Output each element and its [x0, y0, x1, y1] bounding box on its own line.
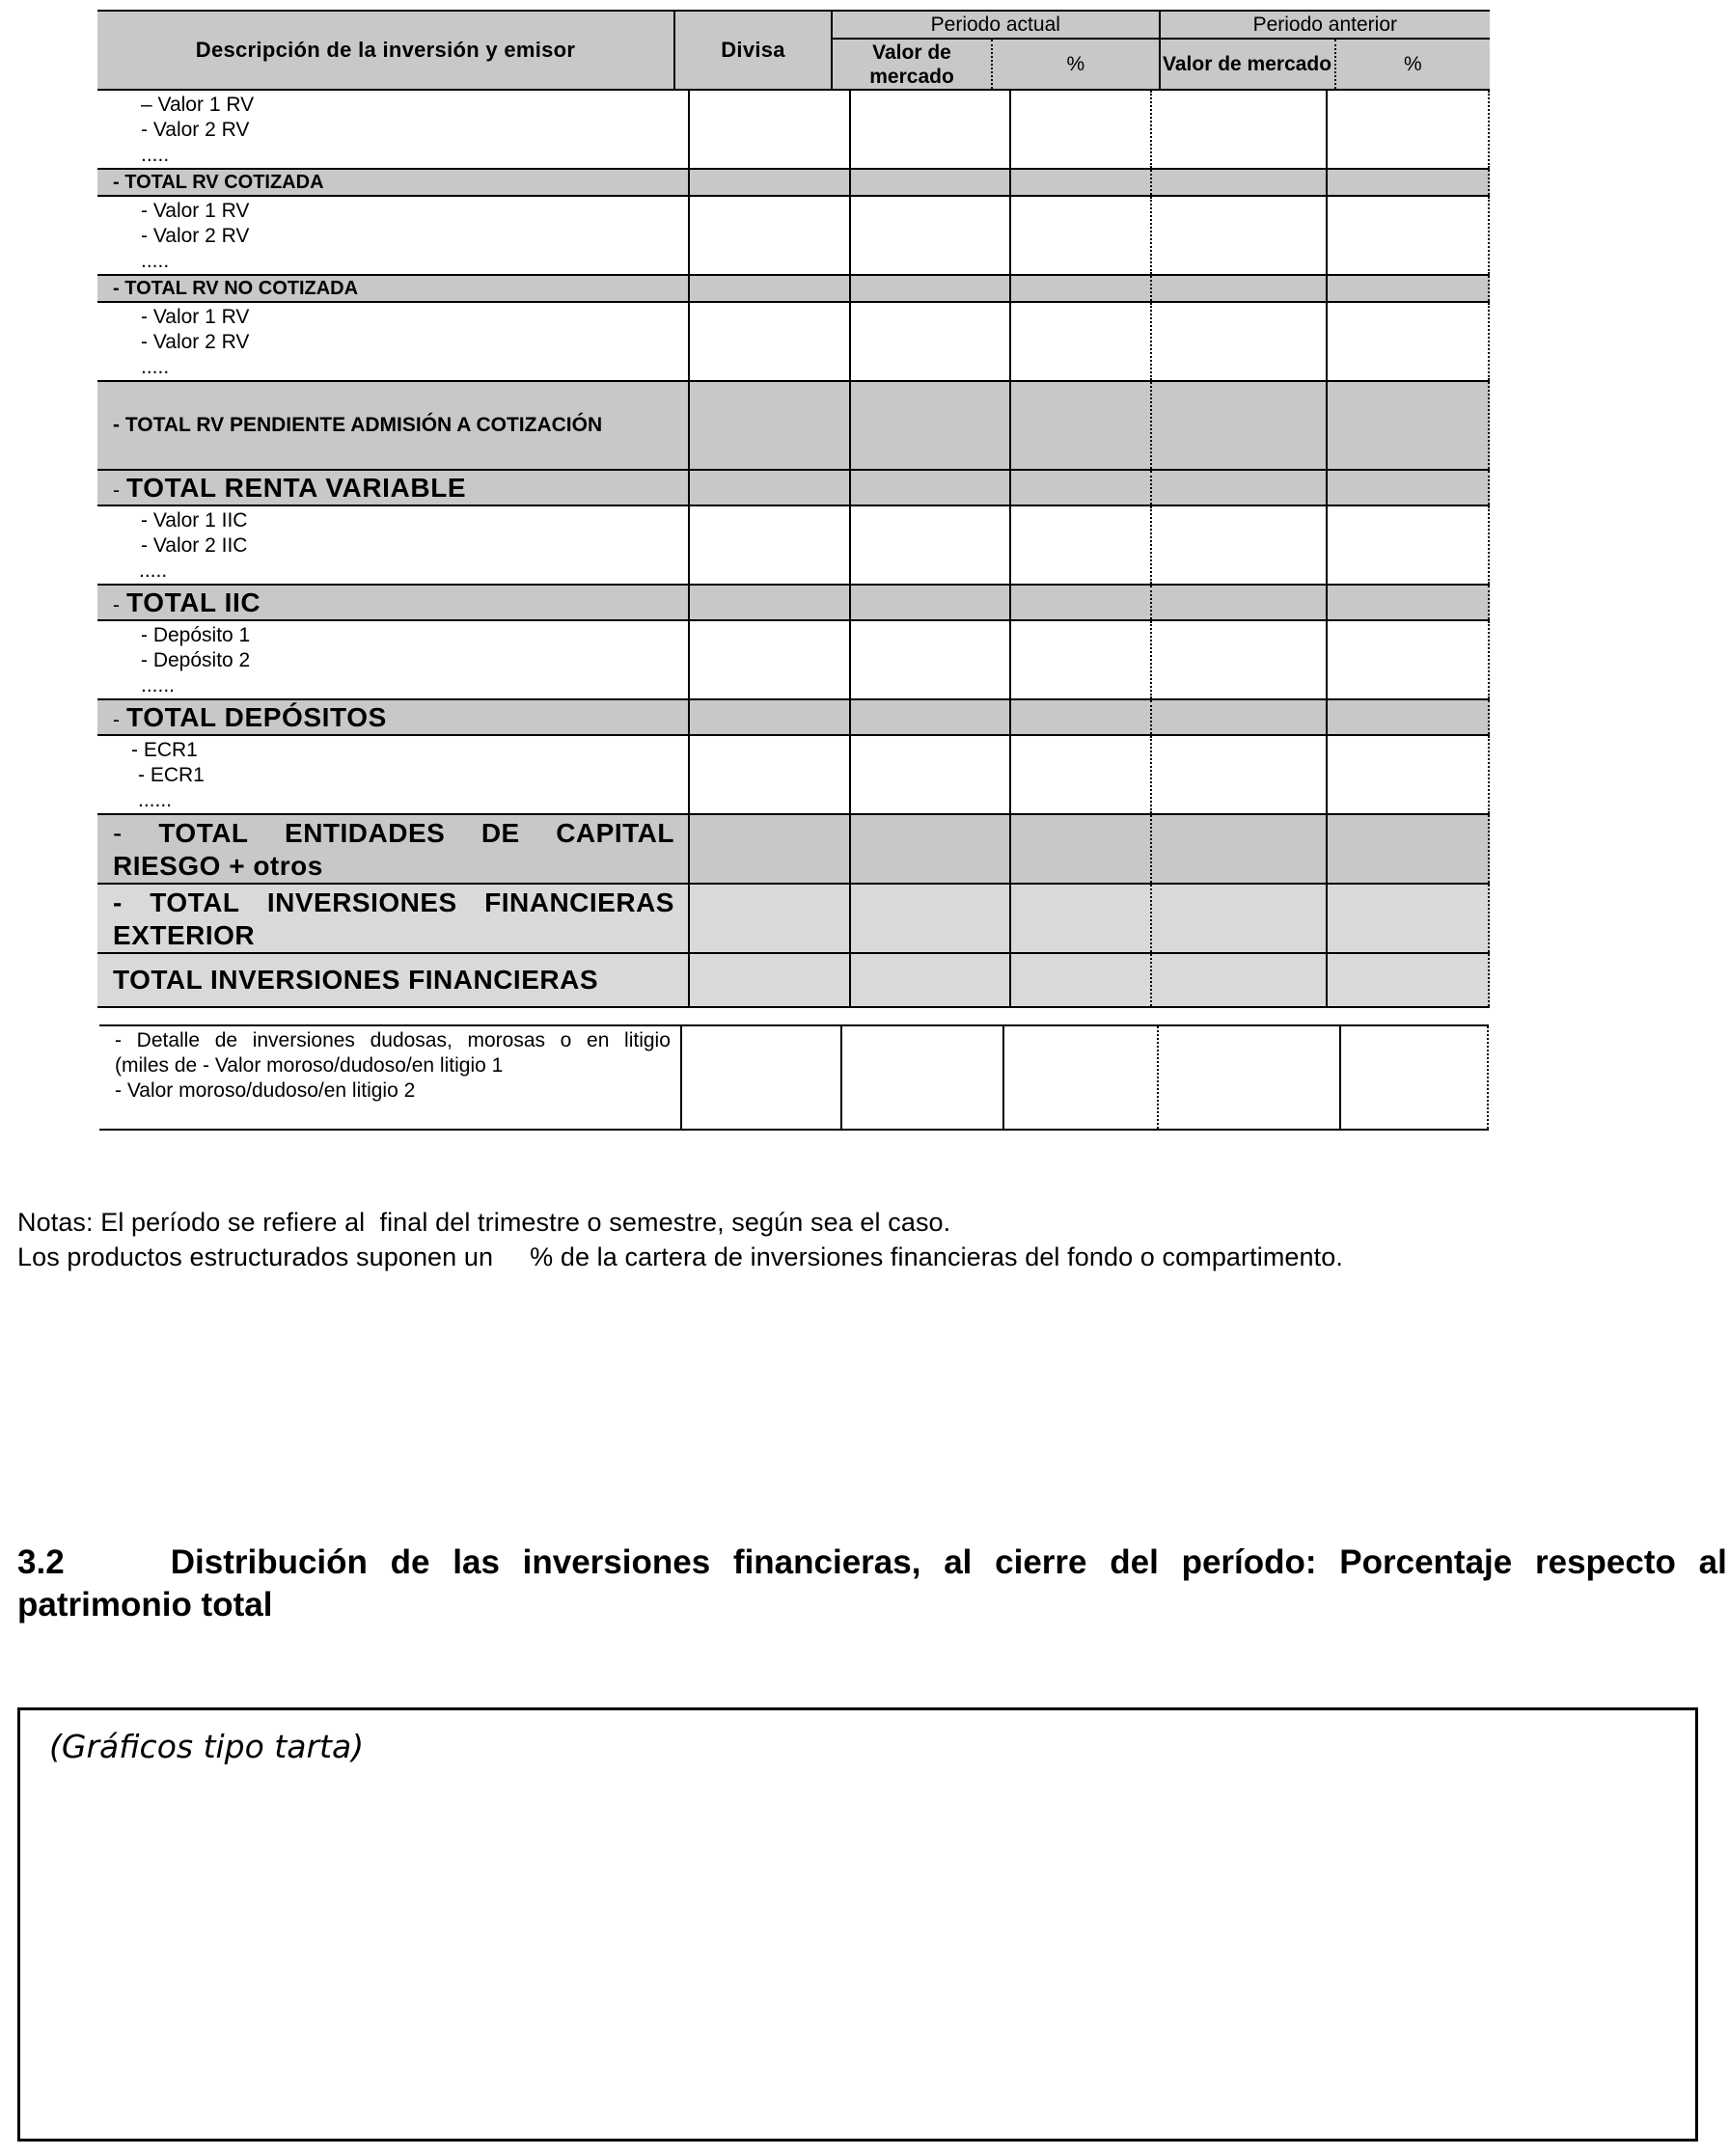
- table-row: [97, 197, 1490, 276]
- percent-cell: [1011, 276, 1152, 301]
- market-value-cell: [1152, 954, 1328, 1006]
- total-depositos: - TOTAL DEPÓSITOS: [97, 700, 690, 734]
- market-value-cell: [851, 303, 1011, 380]
- list-item: - Valor 1 RV: [141, 306, 250, 328]
- list-item: - Valor 1 IIC: [141, 509, 248, 532]
- table-row: [97, 382, 1490, 471]
- list-item: ......: [141, 674, 176, 696]
- currency-cell: [690, 621, 851, 698]
- percent-cell: [1328, 621, 1490, 698]
- row-description: [97, 91, 690, 168]
- market-value-cell: [851, 621, 1011, 698]
- percent-cell: [1011, 586, 1152, 619]
- table-row: [97, 621, 1490, 700]
- percent-cell: [1328, 815, 1490, 883]
- market-value-cell: [851, 700, 1011, 734]
- market-value-cell: [1152, 885, 1328, 952]
- percent-cell: [1004, 1026, 1159, 1129]
- current-period-label: Periodo actual: [833, 12, 1159, 40]
- table-row: [97, 91, 1490, 170]
- total-rv-cotizada: - TOTAL RV COTIZADA: [97, 170, 690, 195]
- percent-cell: [1328, 91, 1490, 168]
- percent-cell: [1011, 621, 1152, 698]
- list-item: .....: [139, 559, 168, 582]
- currency-cell: [690, 471, 851, 505]
- doubtful-investments-table: [99, 1024, 1489, 1131]
- market-value-cell: [851, 954, 1011, 1006]
- percent-cell: [1328, 303, 1490, 380]
- market-value-cell: [1152, 815, 1328, 883]
- table-row: [97, 276, 1490, 303]
- market-value-cell: [851, 170, 1011, 195]
- market-value-cell: [851, 506, 1011, 584]
- table-row: [97, 471, 1490, 506]
- percent-cell: [1328, 700, 1490, 734]
- section-heading: 3.2 Distribución de las inversiones financieras, al cierre del período: Porcentaje respecto al patrimonio total: [17, 1542, 1727, 1626]
- percent-cell: [1328, 885, 1490, 952]
- header-previous-period: [1161, 12, 1490, 89]
- table-row: [97, 303, 1490, 382]
- row-description: [97, 303, 690, 380]
- note-line-structured-products: Los productos estructurados suponen un % de la cartera de inversiones financieras del fondo o compartimento.: [17, 1242, 1343, 1271]
- section-number: 3.2: [17, 1543, 65, 1581]
- list-item: .....: [141, 356, 170, 378]
- percent-cell: [1328, 586, 1490, 619]
- market-value-cell: [851, 471, 1011, 505]
- percent-cell: [1011, 471, 1152, 505]
- market-value-cell: [851, 91, 1011, 168]
- currency-cell: [690, 885, 851, 952]
- currency-cell: [682, 1026, 842, 1129]
- row-description: [97, 506, 690, 584]
- list-item: - Valor 2 RV: [141, 331, 250, 353]
- list-item: - Valor 2 IIC: [141, 534, 248, 557]
- total-inversiones-financieras: TOTAL INVERSIONES FINANCIERAS: [97, 954, 690, 1006]
- currency-cell: [690, 382, 851, 469]
- total-iic: - TOTAL IIC: [97, 586, 690, 619]
- section-title-line2: patrimonio total: [17, 1586, 273, 1624]
- currency-cell: [690, 197, 851, 274]
- previous-percent-header: %: [1403, 53, 1422, 75]
- percent-cell: [1011, 736, 1152, 813]
- header-current-period: [833, 12, 1161, 89]
- list-item: - Depósito 1: [141, 624, 251, 646]
- currency-cell: [690, 954, 851, 1006]
- header-description: Descripción de la inversión y emisor: [97, 12, 675, 89]
- percent-cell: [1011, 700, 1152, 734]
- market-value-cell: [1152, 700, 1328, 734]
- percent-cell: [1328, 954, 1490, 1006]
- market-value-cell: [1152, 170, 1328, 195]
- currency-cell: [690, 170, 851, 195]
- currency-cell: [690, 586, 851, 619]
- market-value-cell: [1159, 1026, 1341, 1129]
- percent-cell: [1328, 382, 1490, 469]
- market-value-cell: [851, 815, 1011, 883]
- market-value-cell: [851, 885, 1011, 952]
- list-item: - Valor 2 RV: [141, 225, 250, 247]
- table-row: [97, 736, 1490, 815]
- percent-cell: [1328, 506, 1490, 584]
- market-value-cell: [851, 276, 1011, 301]
- market-value-cell: [1152, 382, 1328, 469]
- market-value-cell: [1152, 197, 1328, 274]
- percent-cell: [1328, 197, 1490, 274]
- list-item: – Valor 1 RV: [141, 94, 255, 116]
- chart-placeholder-label: (Gráficos tipo tarta): [49, 1728, 365, 1765]
- total-rv-no-cotizada: - TOTAL RV NO COTIZADA: [97, 276, 690, 301]
- final-totals: [97, 885, 1490, 1008]
- table-row: [97, 506, 1490, 586]
- currency-cell: [690, 276, 851, 301]
- percent-cell: [1011, 506, 1152, 584]
- percent-cell: [1328, 471, 1490, 505]
- previous-market-value-header: Valor de mercado: [1161, 40, 1336, 89]
- pie-chart-placeholder-box: [17, 1707, 1698, 2142]
- table-header: [97, 10, 1490, 91]
- table-row: [97, 586, 1490, 621]
- market-value-cell: [1152, 586, 1328, 619]
- percent-cell: [1328, 276, 1490, 301]
- list-item: - ECR1: [138, 764, 205, 786]
- table-row: [97, 700, 1490, 736]
- currency-cell: [690, 303, 851, 380]
- total-rv-pendiente: - TOTAL RV PENDIENTE ADMISIÓN A COTIZACIÓN: [97, 382, 690, 469]
- market-value-cell: [851, 736, 1011, 813]
- market-value-cell: [851, 382, 1011, 469]
- current-market-value-header: Valor de mercado: [833, 40, 993, 89]
- table-row: [97, 954, 1490, 1008]
- doubtful-description: - Detalle de inversiones dudosas, morosas o en litigio (miles de - Valor moroso/dudoso/en litigio 1 - Valor moroso/dudoso/en litigio 2: [99, 1026, 682, 1129]
- market-value-cell: [1152, 471, 1328, 505]
- list-item: - Valor 2 RV: [141, 119, 250, 141]
- market-value-cell: [1152, 736, 1328, 813]
- currency-cell: [690, 506, 851, 584]
- market-value-cell: [1152, 303, 1328, 380]
- percent-cell: [1341, 1026, 1489, 1129]
- list-item: .....: [141, 250, 170, 272]
- total-inversiones-financieras-exterior: - TOTAL INVERSIONES FINANCIERAS EXTERIOR: [97, 885, 690, 952]
- market-value-cell: [1152, 276, 1328, 301]
- market-value-cell: [1152, 506, 1328, 584]
- list-item: - ECR1: [131, 739, 198, 761]
- currency-cell: [690, 736, 851, 813]
- investments-table: [97, 10, 1490, 1008]
- list-item: ......: [138, 789, 173, 811]
- row-description: [97, 621, 690, 698]
- list-item: - Depósito 2: [141, 649, 251, 671]
- market-value-cell: [842, 1026, 1004, 1129]
- total-entidades-capital-riesgo: - TOTAL ENTIDADES DE CAPITAL RIESGO + otros: [97, 815, 690, 883]
- row-description: [97, 736, 690, 813]
- percent-cell: [1011, 170, 1152, 195]
- market-value-cell: [1152, 91, 1328, 168]
- table-row: [97, 170, 1490, 197]
- notes: [17, 1205, 1343, 1274]
- table-row: [97, 885, 1490, 954]
- percent-cell: [1328, 170, 1490, 195]
- percent-cell: [1328, 736, 1490, 813]
- percent-cell: [1011, 382, 1152, 469]
- percent-cell: [1011, 303, 1152, 380]
- header-currency: Divisa: [675, 12, 833, 89]
- percent-cell: [1011, 815, 1152, 883]
- total-renta-variable: - TOTAL RENTA VARIABLE: [97, 471, 690, 505]
- percent-cell: [1011, 885, 1152, 952]
- market-value-cell: [851, 586, 1011, 619]
- currency-cell: [690, 700, 851, 734]
- percent-cell: [1011, 197, 1152, 274]
- note-line-period: Notas: El período se refiere al final del trimestre o semestre, según sea el caso.: [17, 1208, 951, 1237]
- list-item: .....: [141, 144, 170, 166]
- currency-cell: [690, 91, 851, 168]
- previous-period-label: Periodo anterior: [1161, 12, 1490, 40]
- market-value-cell: [1152, 621, 1328, 698]
- percent-cell: [1011, 91, 1152, 168]
- currency-cell: [690, 815, 851, 883]
- market-value-cell: [851, 197, 1011, 274]
- row-description: [97, 197, 690, 274]
- list-item: - Valor 1 RV: [141, 200, 250, 222]
- current-percent-header: %: [1066, 53, 1085, 75]
- table-row: [97, 815, 1490, 885]
- percent-cell: [1011, 954, 1152, 1006]
